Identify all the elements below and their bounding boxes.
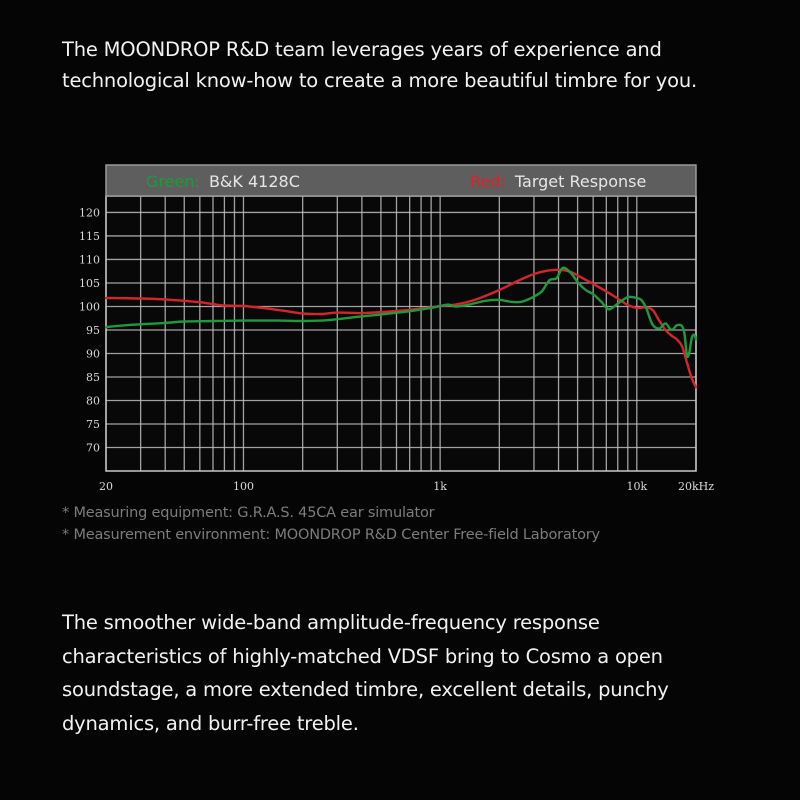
x-tick-label: 1k <box>433 480 447 493</box>
y-axis-tick-labels <box>79 206 100 454</box>
note-equipment: * Measuring equipment: G.R.A.S. 45CA ear simulator <box>62 505 435 521</box>
y-tick-label: 110 <box>79 253 100 267</box>
legend-green-label: B&K 4128C <box>208 172 300 191</box>
legend-entry-green <box>146 172 300 191</box>
y-tick-label: 85 <box>86 370 100 384</box>
note-environment: * Measurement environment: MOONDROP R&D Center Free-field Laboratory <box>62 526 600 543</box>
y-tick-label: 80 <box>86 394 100 408</box>
y-tick-label: 95 <box>86 323 100 337</box>
outro-line-2: characteristics of highly-matched VDSF bring to Cosmo a open <box>62 644 663 668</box>
legend-entry-red <box>470 172 646 191</box>
y-tick-label: 70 <box>86 441 100 455</box>
frequency-response-chart <box>0 150 800 500</box>
outro-paragraph <box>62 606 782 740</box>
outro-line-3: soundstage, a more extended timbre, excellent details, punchy <box>62 678 669 701</box>
y-tick-label: 90 <box>86 347 100 361</box>
y-tick-label: 105 <box>79 276 100 290</box>
plot-background <box>106 196 696 471</box>
y-tick-label: 115 <box>79 229 100 243</box>
legend-green-word: Green: <box>146 172 200 191</box>
y-tick-label: 100 <box>79 300 100 314</box>
x-tick-label: 20 <box>99 480 113 493</box>
legend-red-word: Red: <box>470 172 506 191</box>
x-tick-label: 20kHz <box>678 480 715 493</box>
measurement-notes <box>62 503 600 546</box>
intro-line-1: The MOONDROP R&D team leverages years of experience and <box>62 38 662 61</box>
x-tick-label: 10k <box>626 480 648 493</box>
outro-line-4: dynamics, and burr-free treble. <box>62 711 359 735</box>
legend-red-label: Target Response <box>514 172 647 191</box>
y-tick-label: 120 <box>79 206 100 220</box>
x-tick-label: 100 <box>232 480 254 493</box>
intro-line-2: technological know-how to create a more beautiful timbre for you. <box>62 69 698 92</box>
intro-paragraph <box>62 34 782 96</box>
outro-line-1: The smoother wide-band amplitude-frequency response <box>62 611 600 634</box>
x-axis-tick-labels <box>99 480 714 493</box>
y-tick-label: 75 <box>86 417 100 431</box>
